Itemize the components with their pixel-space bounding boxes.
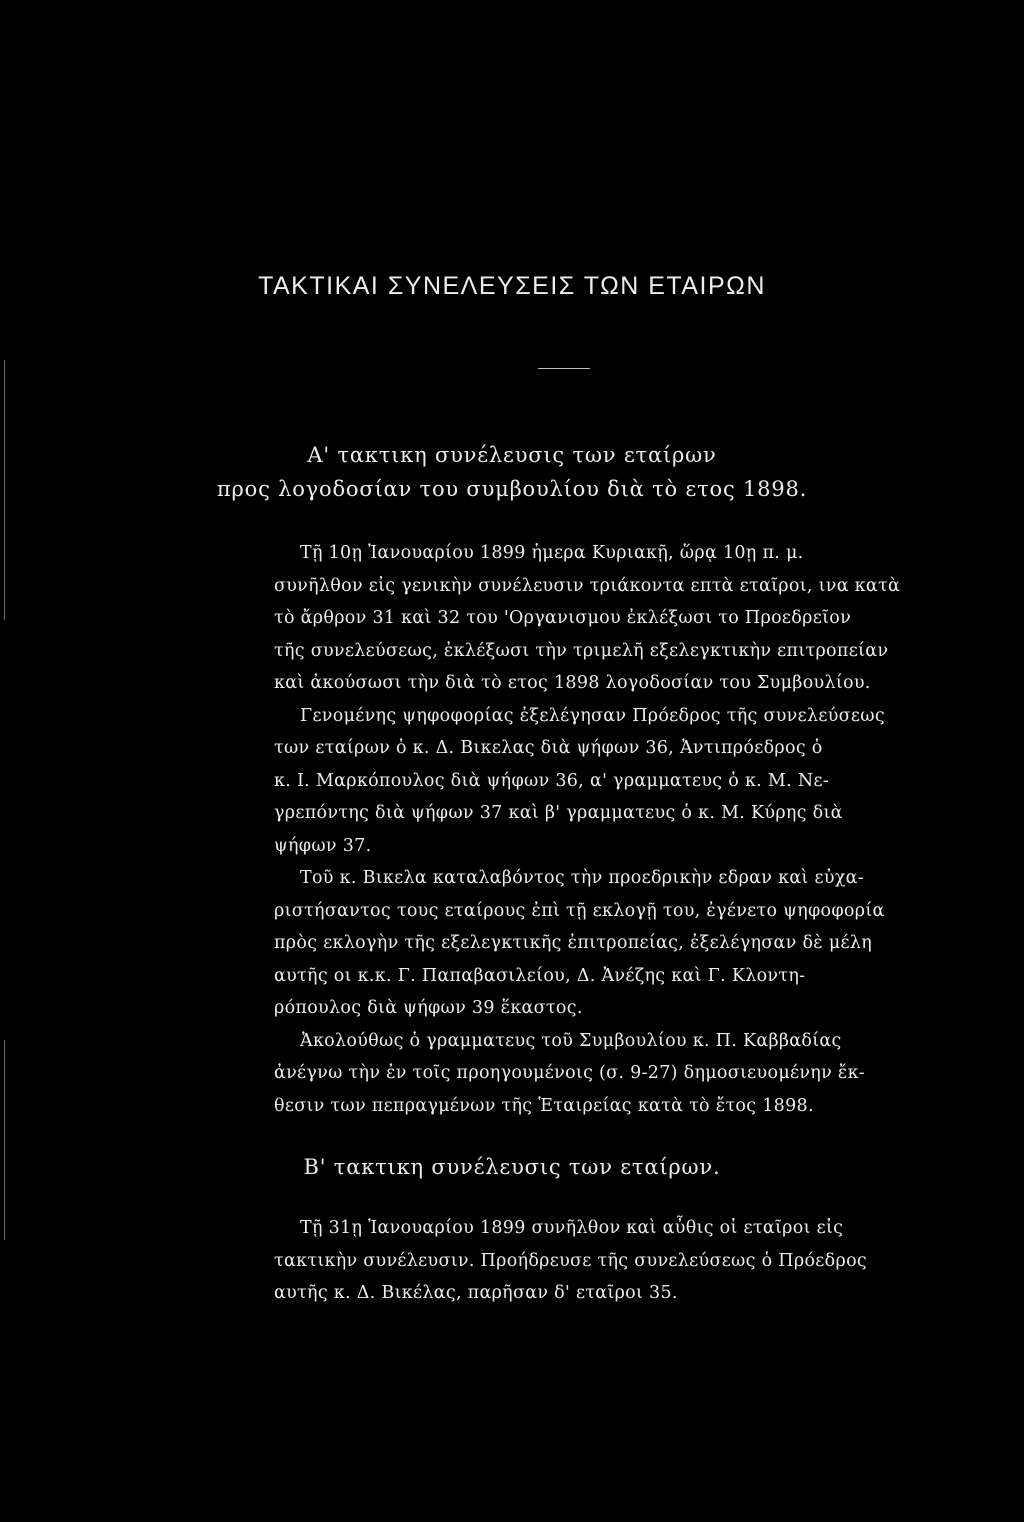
text-line: των εταίρων ὁ κ. Δ. Βικελας διὰ ψήφων 36, Ἀντιπρόεδρος ὁ [274, 738, 823, 758]
text-line: θεσιν των πεπραγμένων τῆς Ἑταιρείας κατὰ τὸ ἔτος 1898. [274, 1095, 814, 1116]
text-line: Ἀκολούθως ὁ γραμματευς τοῦ Συμβουλίου κ. Π. Καββαδίας [300, 1030, 842, 1051]
text-line: αυτῆς κ. Δ. Βικέλας, παρῆσαν δ' εταῖροι 35. [274, 1283, 678, 1303]
text-line: ἀνέγνω τὴν ἐν τοῖς προηγουμένοις (σ. 9-27) δημοσιευομένην ἔκ- [274, 1063, 866, 1083]
text-line: ριστήσαντος τους εταίρους ἐπὶ τῇ εκλογῇ του, ἐγένετο ψηφοφορία [274, 900, 885, 921]
meeting-a-heading [0, 438, 1024, 506]
meeting-a-minutes [274, 537, 901, 1122]
text-line: Τῇ 31ῃ Ἰανουαρίου 1899 συνῆλθον καὶ αὖθις οἱ εταῖροι εἰς [300, 1218, 844, 1238]
meeting-b-minutes [274, 1212, 868, 1310]
text-line: αυτῆς οι κ.κ. Γ. Παπαβασιλείου, Δ. Ἀνέζης καὶ Γ. Κλοντη- [274, 965, 806, 986]
text-line: συνῆλθον εἰς γενικὴν συνέλευσιν τριάκοντα επτὰ εταῖροι, ινα κατὰ [274, 575, 901, 596]
text-line: Τοῦ κ. Βικελα καταλαβόντος τὴν προεδρικὴν εδραν καὶ εὐχα- [300, 868, 864, 888]
text-line: γρεπόντης διὰ ψήφων 37 καὶ β' γραμματευς ὁ κ. Μ. Κύρης διὰ [274, 803, 843, 823]
text-line: Γενομένης ψηφοφορίας ἐξελέγησαν Πρόεδρος τῆς συνελεύσεως [300, 705, 885, 726]
page-title: ΤΑΚΤΙΚΑΙ ΣΥΝΕΛΕΥΣΕΙΣ ΤΩΝ ΕΤΑΙΡΩΝ [258, 272, 766, 300]
text-line: ρόπουλος διὰ ψήφων 39 ἕκαστος. [274, 998, 583, 1018]
meeting-b-heading [0, 1150, 1024, 1184]
text-line: τὸ ἄρθρον 31 καὶ 32 του 'Οργανισμου ἐκλέξωσι το Προεδρεῖον [274, 608, 852, 628]
text-line: πρὸς εκλογὴν τῆς εξελεγκτικῆς ἐπιτροπείας, ἐξελέγησαν δὲ μέλη [274, 933, 873, 953]
meeting-a-heading-line: Α' τακτικη συνέλευσις των εταίρων [307, 443, 717, 467]
text-line: τακτικὴν συνέλευσιν. Προήδρευσε τῆς συνελεύσεως ὁ Πρόεδρος [274, 1250, 868, 1271]
text-line: καὶ ἀκούσωσι τὴν διὰ τὸ ετος 1898 λογοδοσίαν του Συμβουλίου. [274, 673, 871, 693]
scan-edge-line [4, 1040, 5, 1240]
text-line: Τῇ 10ῃ Ἰανουαρίου 1899 ἡμερα Κυριακῇ, ὥρᾳ 10ῃ π. μ. [300, 543, 804, 563]
text-line: κ. Ι. Μαρκόπουλος διὰ ψήφων 36, α' γραμματευς ὁ κ. Μ. Νε- [274, 770, 830, 791]
text-line: ψήφων 37. [274, 835, 372, 856]
title-divider [538, 368, 590, 369]
text-line: τῆς συνελεύσεως, ἐκλέξωσι τὴν τριμελῆ εξελεγκτικὴν επιτροπείαν [274, 640, 889, 661]
meeting-b-heading-line: Β' τακτικη συνέλευσις των εταίρων. [303, 1155, 721, 1179]
meeting-a-heading-line: προς λογοδοσίαν του συμβουλίου διὰ τὸ ετος 1898. [216, 477, 808, 501]
